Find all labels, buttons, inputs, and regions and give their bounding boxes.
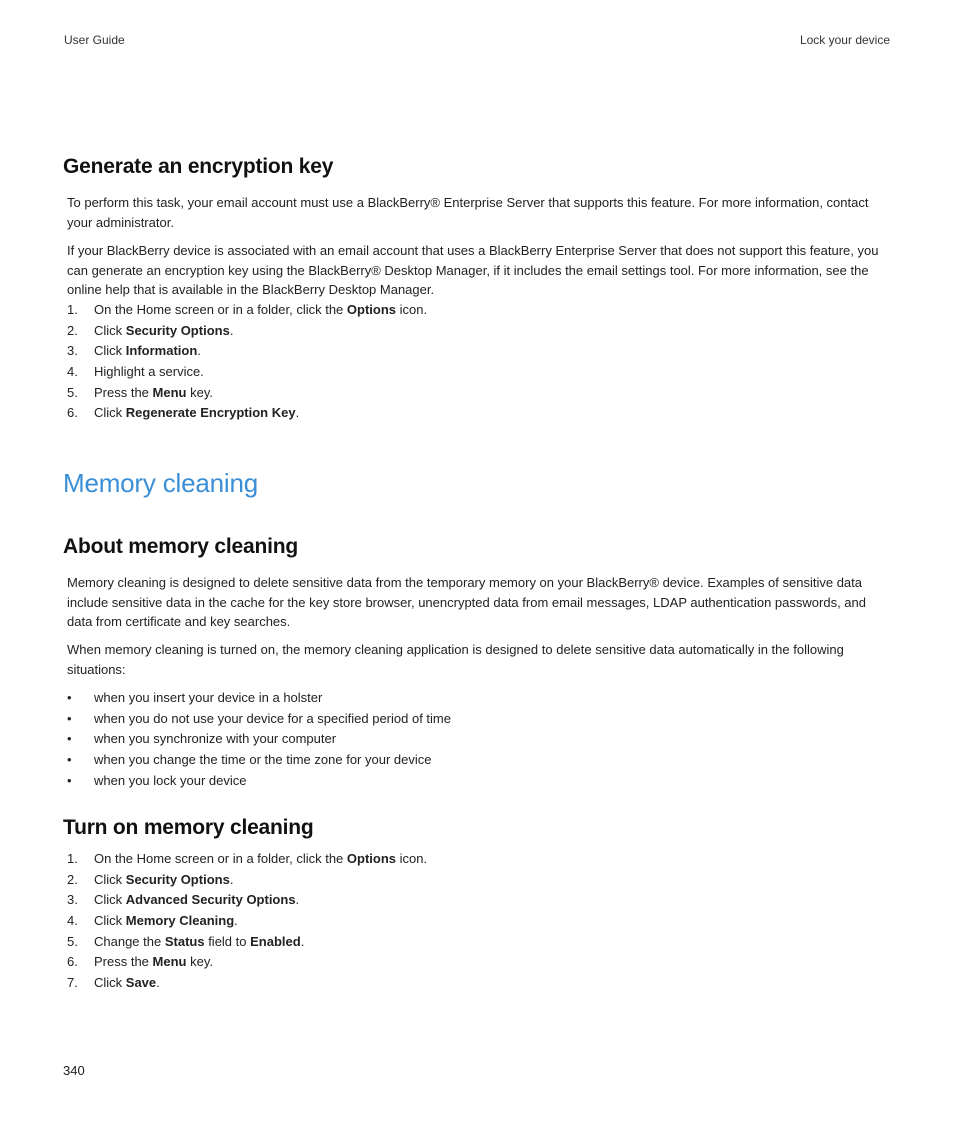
step-number: 4. [67,913,78,929]
step-text: On the Home screen or in a folder, click the [94,851,347,866]
step-text: Click [94,871,126,887]
ui-element-name: Memory Cleaning [125,913,235,929]
step-number: 5. [67,933,78,949]
step-text: icon. [396,851,428,866]
step-item [67,403,889,424]
step-text: . [229,871,234,887]
ui-element-name: Menu [152,954,187,970]
about-paragraph-2: When memory cleaning is turned on, the memory cleaning application is designed to delete sensitive data automatically in the following situations: [67,642,844,677]
step-text: Click [94,322,126,338]
step-text: Press the [94,954,153,970]
step-text: . [156,975,160,991]
step-text: . [234,913,238,929]
encryption-paragraph-2: If your BlackBerry device is associated with an email account that uses a BlackBerry Enterprise Server that does not support this feature, you can generate an encryption key using the BlackBerry® Desktop Manager, if it includes the email settings tool. For more information, see the online help that is available in the BlackBerry Desktop Manager. [67,243,879,297]
turn-on-steps [67,849,889,994]
step-item [67,849,889,870]
step-text: . [229,322,234,338]
ui-element-name: Security Options [125,871,230,887]
heading-generate-encryption-key: Generate an encryption key [63,155,334,178]
step-number: 1. [67,302,78,317]
list-item-text: when you change the time or the time zone for your device [94,752,432,768]
step-number: 2. [67,871,78,887]
step-text: . [197,343,201,359]
encryption-steps [67,300,889,424]
step-item [67,890,889,911]
memory-cleaning-situations [67,688,889,791]
ui-element-name: Menu [152,384,187,400]
step-text: icon. [396,302,428,317]
running-header-left: User Guide [64,33,125,47]
step-text: . [295,892,300,908]
list-item [67,688,889,709]
step-item [67,911,889,932]
step-text: On the Home screen or in a folder, click the [94,302,347,317]
step-item [67,300,889,321]
step-text: Click [94,892,126,908]
step-number: 7. [67,975,78,991]
step-text: . [300,933,305,949]
ui-element-name: Information [125,343,198,359]
heading-about-memory-cleaning: About memory cleaning [63,535,299,558]
ui-element-name: Enabled [250,933,301,949]
step-text: Click [94,913,126,929]
list-item-text: when you insert your device in a holster [94,690,323,705]
list-item [67,771,889,792]
step-text: Click [94,343,126,359]
list-item-text: when you lock your device [94,772,247,788]
step-item [67,952,889,973]
page-number: 340 [63,1063,85,1078]
step-number: 3. [67,343,78,359]
ui-element-name: Status [164,933,205,949]
step-item [67,870,889,891]
step-text: . [295,405,300,421]
step-text: Highlight a service. [94,364,204,380]
step-number: 3. [67,892,78,908]
bullet-icon: • [67,731,72,747]
step-text: field to [204,933,251,949]
ui-element-name: Options [346,851,397,866]
step-number: 5. [67,384,78,400]
bullet-icon: • [67,690,72,705]
bullet-icon: • [67,772,72,788]
step-item [67,321,889,342]
ui-element-name: Save [125,975,157,991]
ui-element-name: Security Options [125,322,230,338]
step-item [67,362,889,383]
list-item [67,750,889,771]
step-text: Press the [94,384,153,400]
bullet-icon: • [67,710,72,726]
step-text: key. [186,954,213,970]
list-item-text: when you synchronize with your computer [94,731,337,747]
about-paragraph-1: Memory cleaning is designed to delete sensitive data from the temporary memory on your BlackBerry® device. Examples of sensitive data include sensitive data in the cache for the key store browser, unencrypted data from email messages, LDAP authentication passwords, and data from certificate and key searches. [67,575,866,629]
step-number: 1. [67,851,78,866]
bullet-icon: • [67,752,72,768]
ui-element-name: Options [346,302,397,317]
step-text: Click [94,405,126,421]
step-number: 2. [67,322,78,338]
ui-element-name: Regenerate Encryption Key [125,405,296,421]
list-item [67,709,889,730]
step-number: 4. [67,364,78,380]
step-text: key. [186,384,213,400]
heading-turn-on-memory-cleaning: Turn on memory cleaning [63,816,314,839]
step-number: 6. [67,954,78,970]
step-text: Change the [94,933,165,949]
step-item [67,341,889,362]
list-item-text: when you do not use your device for a specified period of time [94,710,451,726]
ui-element-name: Advanced Security Options [125,892,296,908]
step-number: 6. [67,405,78,421]
step-item [67,383,889,404]
heading-memory-cleaning: Memory cleaning [63,468,258,498]
running-header-right: Lock your device [799,33,890,47]
step-item [67,973,889,994]
step-item [67,932,889,953]
list-item [67,729,889,750]
encryption-paragraph-1: To perform this task, your email account must use a BlackBerry® Enterprise Server that supports this feature. For more information, contact your administrator. [67,195,869,230]
step-text: Click [94,975,126,991]
